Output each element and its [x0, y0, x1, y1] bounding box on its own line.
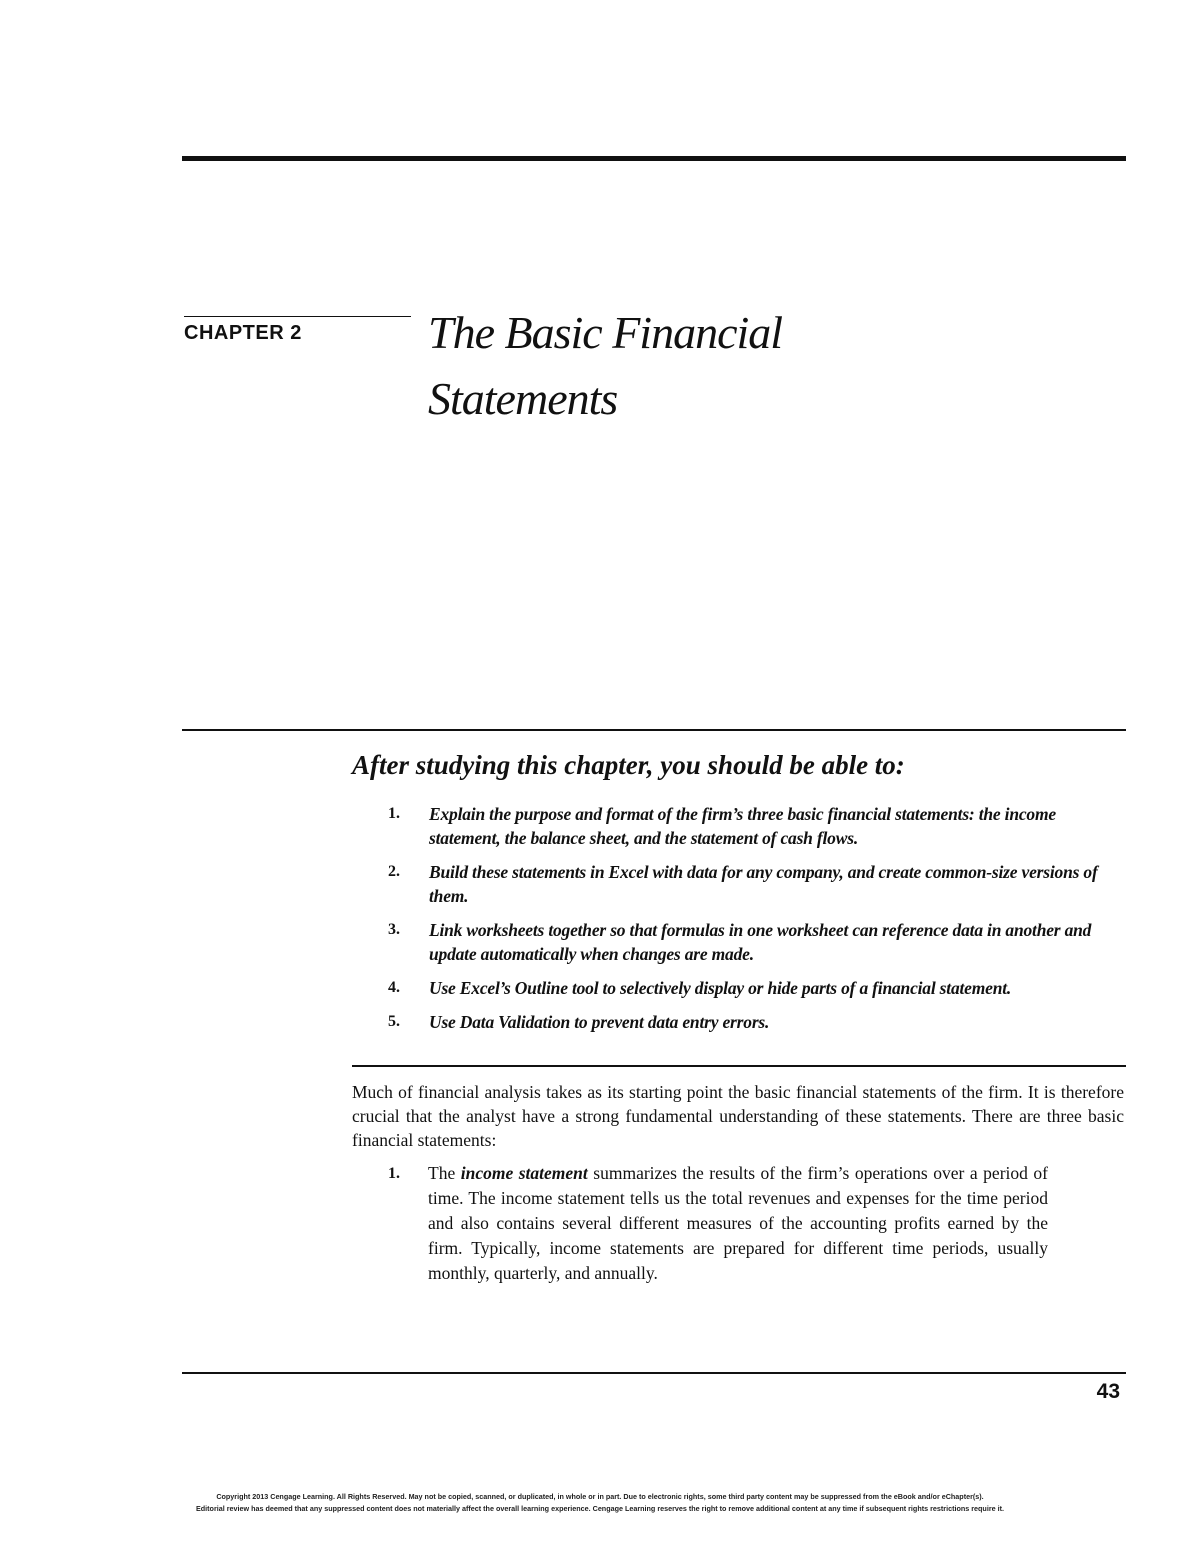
objective-text: Build these statements in Excel with data for any company, and create common-size versions of them. [429, 862, 1098, 906]
chapter-title [428, 300, 988, 432]
objective-number: 5. [388, 1013, 400, 1030]
objectives-list [388, 802, 1108, 1044]
top-rule [182, 156, 1126, 161]
objectives-top-rule [182, 729, 1126, 731]
objective-number: 4. [388, 979, 400, 996]
objective-text: Use Data Validation to prevent data entry errors. [429, 1012, 770, 1032]
copyright-line-2: Editorial review has deemed that any suppressed content does not materially affect the overall learning experience. Cengage Learning reserves the right to remove additional content at any time if subsequent rights restrictions require it. [195, 1504, 1004, 1513]
objective-number: 2. [388, 863, 400, 880]
objectives-bottom-rule [352, 1065, 1126, 1067]
intro-paragraph: Much of financial analysis takes as its starting point the basic financial statements of the firm. It is therefore crucial that the analyst have a strong fundamental understanding of these statements. There are three basic financial statements: [352, 1082, 1124, 1150]
chapter-label-rule [184, 316, 411, 317]
objective-item [388, 802, 1108, 850]
objective-text: Link worksheets together so that formulas in one worksheet can reference data in another and update automatically when changes are made. [429, 920, 1092, 964]
objective-number: 3. [388, 921, 400, 938]
objective-text: Explain the purpose and format of the firm’s three basic financial statements: the income statement, the balance sheet, and the statement of cash flows. [429, 804, 1056, 848]
chapter-label: CHAPTER 2 [184, 322, 302, 344]
statement-number: 1. [388, 1165, 400, 1182]
statement-text [428, 1161, 1048, 1286]
footer-rule [182, 1372, 1126, 1374]
chapter-title-line-2: Statements [428, 373, 618, 424]
copyright-line-1: Copyright 2013 Cengage Learning. All Rights Reserved. May not be copied, scanned, or duplicated, in whole or in part. Due to electronic rights, some third party content may be suppressed from the eBook and/or eChapter(s). [216, 1492, 984, 1501]
objective-item [388, 860, 1108, 908]
objective-item [388, 918, 1108, 966]
statement-item [388, 1161, 1048, 1286]
copyright-notice [60, 1491, 1140, 1515]
statement-list [388, 1161, 1048, 1286]
objective-item [388, 976, 1108, 1000]
chapter-title-line-1: The Basic Financial [428, 307, 783, 358]
objectives-heading: After studying this chapter, you should be able to: [352, 750, 905, 780]
statement-lead: The [428, 1163, 461, 1183]
objective-item [388, 1010, 1108, 1034]
statement-term: income statement [460, 1163, 588, 1183]
page-number: 43 [1096, 1380, 1120, 1403]
objective-number: 1. [388, 805, 400, 822]
objective-text: Use Excel’s Outline tool to selectively display or hide parts of a financial statement. [429, 978, 1012, 998]
statement-description: summarizes the results of the firm’s operations over a period of time. The income statement tells us the total revenues and expenses for the time period and also contains several different measures of the accounting profits earned by the firm. Typically, income statements are prepared for different time periods, usually monthly, quarterly, and annually. [428, 1163, 1048, 1283]
